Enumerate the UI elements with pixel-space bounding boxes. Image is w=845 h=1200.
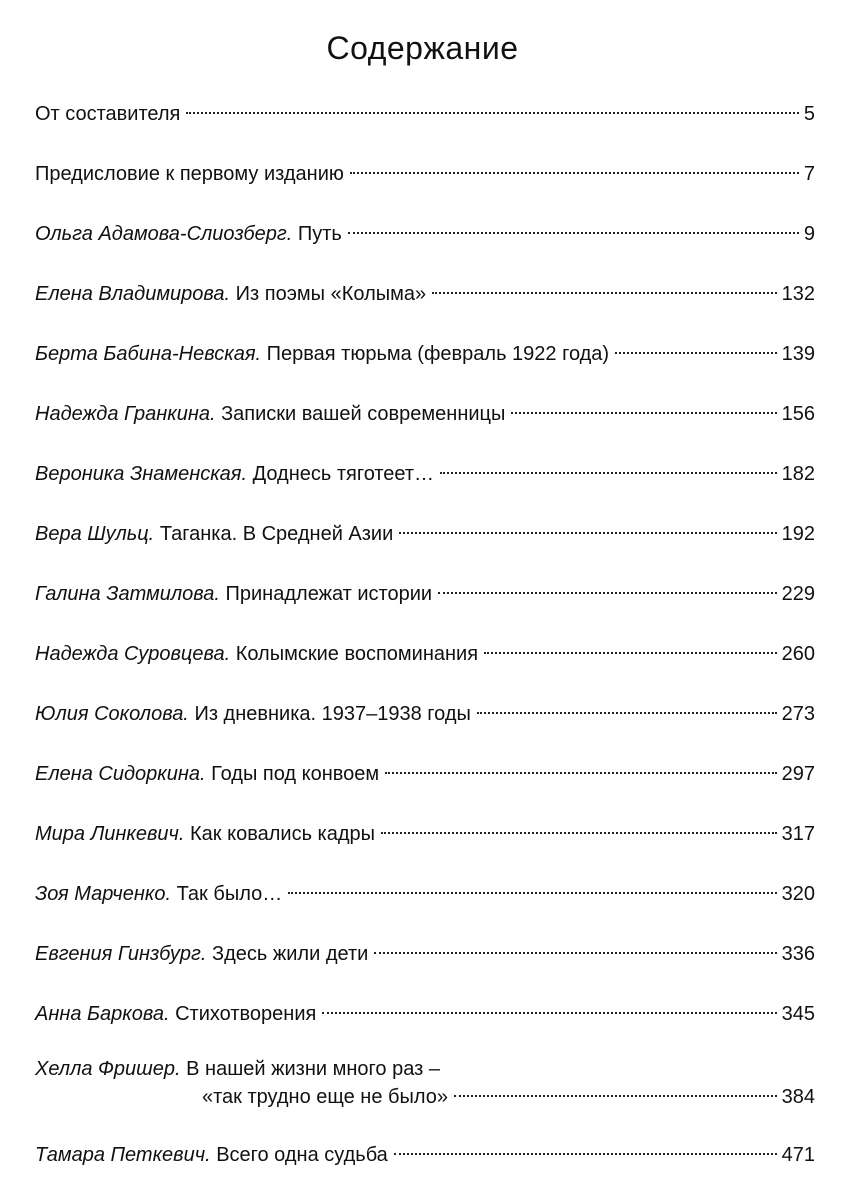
toc-entry[interactable] bbox=[35, 460, 815, 488]
page-number: 139 bbox=[781, 343, 815, 365]
toc-entry[interactable] bbox=[35, 340, 815, 368]
page-number: 320 bbox=[781, 883, 815, 905]
entry-title: Таганка. В Средней Азии bbox=[159, 523, 394, 545]
dot-leader bbox=[186, 112, 799, 114]
page-number: 317 bbox=[781, 823, 815, 845]
toc-entry[interactable] bbox=[35, 220, 815, 248]
page-number: 336 bbox=[781, 943, 815, 965]
entry-title: Записки вашей современницы bbox=[221, 403, 506, 425]
dot-leader bbox=[374, 952, 776, 954]
entry-author: Надежда Суровцева. bbox=[35, 643, 231, 665]
entry-author: Ольга Адамова-Слиозберг. bbox=[35, 223, 293, 245]
entry-title-continued: «так трудно еще не было» bbox=[202, 1086, 449, 1108]
page-number: 156 bbox=[781, 403, 815, 425]
dot-leader bbox=[394, 1153, 777, 1155]
toc-entry[interactable] bbox=[35, 940, 815, 968]
toc-entry[interactable] bbox=[35, 880, 815, 908]
dot-leader bbox=[350, 172, 799, 174]
entry-author: Тамара Петкевич. bbox=[35, 1144, 211, 1166]
dot-leader bbox=[484, 652, 777, 654]
entry-author: Елена Сидоркина. bbox=[35, 763, 206, 785]
entry-author: Надежда Гранкина. bbox=[35, 403, 216, 425]
dot-leader bbox=[348, 232, 799, 234]
entry-title: Доднесь тяготеет… bbox=[252, 463, 435, 485]
page-number: 132 bbox=[781, 283, 815, 305]
entry-title: Принадлежат истории bbox=[225, 583, 433, 605]
page-title: Содержание bbox=[326, 30, 519, 66]
entry-author: Хелла Фришер. bbox=[35, 1058, 181, 1080]
toc-entry[interactable] bbox=[35, 280, 815, 308]
dot-leader bbox=[440, 472, 777, 474]
entry-title: В нашей жизни много раз – bbox=[186, 1058, 440, 1080]
page-number: 192 bbox=[781, 523, 815, 545]
entry-title: Первая тюрьма (февраль 1922 года) bbox=[266, 343, 610, 365]
dot-leader bbox=[399, 532, 776, 534]
toc-entry[interactable] bbox=[35, 1000, 815, 1028]
dot-leader bbox=[477, 712, 777, 714]
page-number: 273 bbox=[781, 703, 815, 725]
page-number: 229 bbox=[781, 583, 815, 605]
dot-leader bbox=[288, 892, 776, 894]
dot-leader bbox=[385, 772, 776, 774]
entry-title: Так было… bbox=[176, 883, 283, 905]
page-number: 260 bbox=[781, 643, 815, 665]
toc-entry[interactable] bbox=[35, 700, 815, 728]
dot-leader bbox=[381, 832, 777, 834]
dot-leader bbox=[454, 1095, 777, 1097]
page-number: 182 bbox=[781, 463, 815, 485]
entry-title: Всего одна судьба bbox=[216, 1144, 388, 1166]
entry-title: Колымские воспоминания bbox=[235, 643, 479, 665]
page-number: 471 bbox=[781, 1144, 815, 1166]
entry-author: Зоя Марченко. bbox=[35, 883, 172, 905]
page-number: 5 bbox=[803, 103, 815, 125]
entry-title: Предисловие к первому изданию bbox=[35, 163, 344, 185]
dot-leader bbox=[615, 352, 777, 354]
toc-entry[interactable] bbox=[35, 820, 815, 848]
toc-entry[interactable] bbox=[35, 640, 815, 668]
entry-title: От составителя bbox=[35, 103, 181, 125]
entry-author: Елена Владимирова. bbox=[35, 283, 231, 305]
entry-author: Галина Затмилова. bbox=[35, 583, 220, 605]
toc-entry[interactable] bbox=[35, 520, 815, 548]
entry-title: Здесь жили дети bbox=[212, 943, 369, 965]
table-of-contents bbox=[35, 100, 815, 1180]
entry-author: Анна Баркова. bbox=[35, 1003, 170, 1025]
entry-author: Евгения Гинзбург. bbox=[35, 943, 207, 965]
page-number: 7 bbox=[803, 163, 815, 185]
page-number: 9 bbox=[803, 223, 815, 245]
toc-entry[interactable] bbox=[35, 1141, 815, 1169]
page-number: 345 bbox=[781, 1003, 815, 1025]
page-number: 297 bbox=[781, 763, 815, 785]
entry-author: Юлия Соколова. bbox=[35, 703, 189, 725]
dot-leader bbox=[511, 412, 776, 414]
toc-entry-first-line[interactable] bbox=[35, 1055, 815, 1083]
toc-entry[interactable] bbox=[35, 760, 815, 788]
toc-entry[interactable] bbox=[35, 100, 815, 128]
page-number: 384 bbox=[781, 1086, 815, 1108]
entry-title: Из дневника. 1937–1938 годы bbox=[194, 703, 471, 725]
entry-author: Вера Шульц. bbox=[35, 523, 155, 545]
entry-title: Годы под конвоем bbox=[211, 763, 380, 785]
dot-leader bbox=[322, 1012, 776, 1014]
entry-title: Путь bbox=[297, 223, 342, 245]
toc-entry[interactable] bbox=[35, 400, 815, 428]
entry-author: Берта Бабина-Невская. bbox=[35, 343, 262, 365]
toc-entry-second-line[interactable] bbox=[35, 1083, 815, 1111]
toc-entry[interactable] bbox=[35, 580, 815, 608]
entry-author: Вероника Знаменская. bbox=[35, 463, 248, 485]
dot-leader bbox=[438, 592, 777, 594]
toc-entry[interactable] bbox=[35, 160, 815, 188]
entry-title: Как ковались кадры bbox=[190, 823, 376, 845]
entry-title: Из поэмы «Колыма» bbox=[235, 283, 427, 305]
entry-title: Стихотворения bbox=[175, 1003, 317, 1025]
entry-author: Мира Линкевич. bbox=[35, 823, 185, 845]
dot-leader bbox=[432, 292, 777, 294]
